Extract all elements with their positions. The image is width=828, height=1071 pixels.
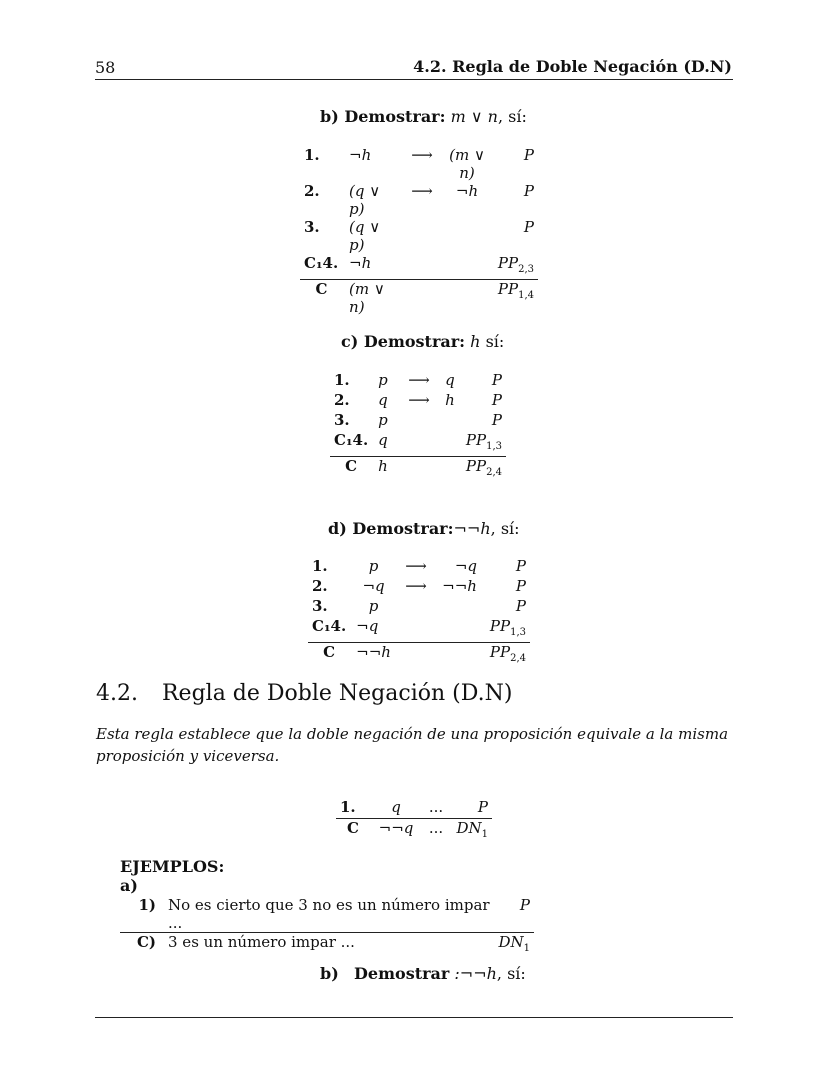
proof-row (300, 182, 538, 218)
proof-row (308, 577, 530, 597)
proof-row (300, 218, 538, 254)
justification: P (477, 798, 488, 816)
example-d-suffix: , sí: (490, 519, 520, 538)
step-number: 1. (304, 146, 320, 164)
formula-right (441, 218, 493, 254)
step-number: C₁4. (334, 431, 369, 449)
step-number: C (300, 280, 345, 317)
section-number: 4.2. (96, 681, 138, 706)
example-d-label: d) Demostrar: (328, 519, 454, 538)
formula-right: ¬q (454, 557, 477, 575)
formula-right: ¬h (455, 182, 479, 200)
justification (481, 643, 530, 669)
formula-right (438, 411, 462, 431)
justification: P (515, 577, 526, 595)
rule-row-conclusion (336, 819, 492, 845)
formula-left: (q ∨ p) (349, 182, 381, 218)
example-b-formula: m ∨ n (450, 107, 498, 126)
example-b2-text: Demostrar (354, 964, 450, 983)
example-c-title (341, 332, 504, 351)
justification-sub: 1 (481, 829, 488, 840)
section-title: Regla de Doble Negación (D.N) (161, 681, 513, 706)
formula-right (441, 254, 493, 280)
formula-right: h (445, 391, 455, 409)
formula-right (437, 617, 481, 643)
proof-table-d (308, 557, 530, 668)
formula-left: ¬h (349, 146, 372, 164)
justification-sub: 2,4 (510, 653, 526, 664)
example-b2-title (320, 964, 526, 983)
step-number: C) (120, 933, 164, 959)
examples-heading: EJEMPLOS: (120, 857, 225, 876)
step-number: C (330, 457, 374, 483)
ellipsis: ... (428, 798, 444, 816)
formula-left: ¬h (349, 254, 372, 272)
example-a-label: a) (120, 876, 138, 895)
justification-rule: PP (465, 431, 487, 449)
formula-left: p (378, 371, 388, 389)
example-c-formula: h (470, 332, 481, 351)
justification: P (523, 182, 534, 200)
arrow-icon (400, 431, 438, 457)
arrow-icon (395, 617, 437, 643)
formula-left: q (378, 391, 388, 409)
arrow-icon: ⟶ (408, 391, 430, 409)
example-b-label: b) Demostrar: (320, 107, 446, 126)
ellipsis: ... (420, 819, 452, 845)
justification: P (515, 557, 526, 575)
proof-row-conclusion (330, 457, 506, 483)
formula-left: q (378, 431, 388, 449)
running-title: 4.2. Regla de Doble Negación (D.N) (413, 57, 732, 76)
example-d-formula: ¬¬h (453, 519, 491, 538)
example-row (120, 896, 534, 933)
formula-right (437, 643, 481, 669)
justification: P (523, 218, 534, 236)
arrow-icon (395, 643, 437, 669)
step-number: C₁4. (304, 254, 339, 272)
formula-right (438, 431, 462, 457)
formula-right (437, 597, 481, 617)
proof-row (300, 146, 538, 182)
step-number: 1. (334, 371, 350, 389)
justification (493, 280, 538, 317)
justification-rule: DN (456, 819, 482, 837)
proof-row (300, 254, 538, 280)
statement: 3 es un número impar ... (164, 933, 494, 959)
justification: P (519, 896, 530, 914)
proof-table-b (300, 146, 538, 316)
arrow-icon (403, 218, 441, 254)
rule-table (336, 798, 492, 844)
proof-row (308, 597, 530, 617)
justification: P (491, 371, 502, 389)
justification-rule: PP (465, 457, 487, 475)
formula-left: (m ∨ n) (345, 280, 403, 317)
formula-left: p (368, 597, 379, 615)
justification (462, 431, 506, 457)
page-number: 58 (95, 58, 116, 77)
example-b2-label: b) (320, 964, 339, 983)
justification-rule: PP (497, 280, 519, 298)
proof-row (330, 371, 506, 391)
step-number: 3. (334, 411, 350, 429)
section-heading (96, 681, 512, 706)
formula-left: (q ∨ p) (349, 218, 381, 254)
arrow-icon (400, 411, 438, 431)
formula-left: p (378, 411, 388, 429)
justification-sub: 1,3 (510, 627, 526, 638)
justification-rule: DN (498, 933, 524, 951)
proof-row-conclusion (300, 280, 538, 317)
example-b2-suffix: , sí: (496, 964, 526, 983)
proof-row (330, 411, 506, 431)
justification-sub: 2,4 (486, 467, 502, 478)
example-c-label: c) Demostrar: (341, 332, 466, 351)
formula-left: ¬¬h (352, 643, 395, 669)
arrow-icon: ⟶ (405, 577, 427, 595)
justification: P (491, 411, 502, 429)
justification (481, 617, 530, 643)
arrow-icon: ⟶ (405, 557, 427, 575)
formula: q (391, 798, 401, 816)
example-b2-formula: :¬¬h (454, 964, 497, 983)
step-number: 1. (340, 798, 356, 816)
rule-row (336, 798, 492, 819)
example-d-title (328, 519, 520, 538)
proof-row (330, 391, 506, 411)
justification-sub: 1,3 (486, 441, 502, 452)
proof-table-c (330, 371, 506, 482)
example-row-conclusion (120, 933, 534, 959)
footer-rule (95, 1017, 733, 1018)
justification-rule: PP (497, 254, 519, 272)
step-number: 3. (312, 597, 328, 615)
arrow-icon (403, 280, 441, 317)
arrow-icon (403, 254, 441, 280)
proof-row (308, 557, 530, 577)
justification-sub: 1,4 (518, 290, 534, 301)
example-a-table (120, 896, 534, 958)
arrow-icon (400, 457, 438, 483)
step-number: 2. (312, 577, 328, 595)
justification: P (491, 391, 502, 409)
justification (493, 254, 538, 280)
proof-row (308, 617, 530, 643)
formula-left: p (368, 557, 379, 575)
arrow-icon: ⟶ (411, 182, 433, 200)
proof-row-conclusion (308, 643, 530, 669)
formula-right: (m ∨ n) (449, 146, 485, 182)
formula-right: ¬¬h (442, 577, 477, 595)
justification-rule: PP (489, 643, 511, 661)
step-number: 3. (304, 218, 320, 236)
header-rule (95, 79, 733, 80)
formula-left: h (374, 457, 400, 483)
step-number: 2. (304, 182, 320, 200)
step-number: 1. (312, 557, 328, 575)
step-number: C₁4. (312, 617, 347, 635)
formula-left: ¬q (356, 617, 379, 635)
formula-right: q (445, 371, 455, 389)
formula: ¬¬q (372, 819, 420, 845)
step-number: 2. (334, 391, 350, 409)
step-number: C (308, 643, 352, 669)
justification (462, 457, 506, 483)
example-c-suffix: sí: (480, 332, 505, 351)
step-number: 1) (138, 896, 156, 914)
example-b-suffix: , sí: (497, 107, 527, 126)
justification (494, 933, 534, 959)
justification-rule: PP (489, 617, 511, 635)
arrow-icon: ⟶ (411, 146, 433, 164)
justification-sub: 1 (523, 943, 530, 954)
step-number: C (336, 819, 372, 845)
formula-left: ¬q (362, 577, 385, 595)
justification (452, 819, 492, 845)
justification: P (515, 597, 526, 615)
arrow-icon (395, 597, 437, 617)
proof-row (330, 431, 506, 457)
justification: P (523, 146, 534, 164)
section-description: Esta regla establece que la doble negación de una proposición equivale a la misma proposición y viceversa. (96, 725, 729, 765)
justification-sub: 2,3 (518, 264, 534, 275)
example-b-title (320, 107, 527, 126)
arrow-icon: ⟶ (408, 371, 430, 389)
formula-right (438, 457, 462, 483)
formula-right (441, 280, 493, 317)
statement: No es cierto que 3 no es un número impar ... (168, 896, 490, 932)
